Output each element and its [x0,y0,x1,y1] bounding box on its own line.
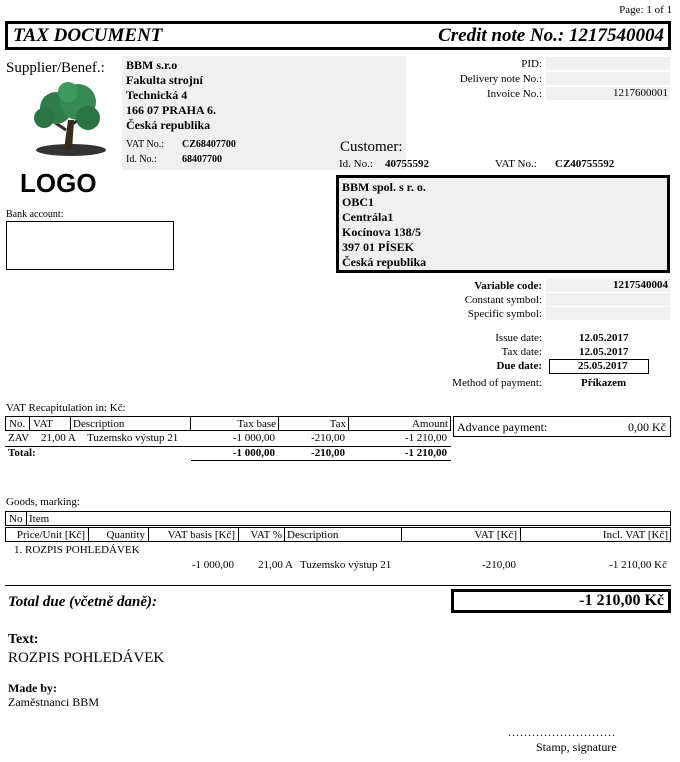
goods-col-basis: VAT basis [Kč] [167,529,235,541]
goods-line-incl: -1 210,00 Kč [609,559,667,571]
delivery-note-label: Delivery note No.: [459,73,542,85]
goods-col-desc: Description [287,529,339,541]
goods-header-2 [5,527,671,542]
vat-recap-header [5,416,451,431]
goods-col-vatp: VAT % [250,529,282,541]
total-due-label: Total due (včetně daně): [8,594,157,610]
tax-date-label: Tax date: [501,346,542,358]
bank-account-label: Bank account: [6,209,64,220]
goods-line-desc: Tuzemsko výstup 21 [300,559,392,571]
vat-recap-row-desc: Tuzemsko výstup 21 [87,432,179,444]
supplier-address-2: Technická 4 [126,88,188,102]
goods-line-basis: -1 000,00 [191,559,234,571]
supplier-label: Supplier/Benef.: [6,60,105,76]
goods-line-vatp: 21,00 A [258,559,293,571]
goods-col-no: No [9,513,23,525]
goods-col-incl: Incl. VAT [Kč] [602,529,668,541]
vat-recap-col-no: No. [9,418,26,430]
due-date-label: Due date: [496,360,542,372]
vat-recap-title: VAT Recapitulation in: Kč: [6,402,126,414]
customer-address-5: 397 01 PÍSEK [342,240,415,254]
supplier-address-3: 166 07 PRAHA 6. [126,103,216,117]
specific-symbol-value [546,307,670,320]
vat-recap-total-base: -1 000,00 [232,447,275,459]
vat-recap-col-base: Tax base [237,418,276,430]
customer-address-3: Centrála1 [342,210,394,224]
vat-recap-col-desc: Description [73,418,125,430]
vat-recap-col-amount: Amount [411,418,448,430]
tree-logo-icon [16,80,116,170]
goods-line [5,559,671,573]
signature-dots: ........................... [508,725,616,739]
vat-recap-col-tax: Tax [329,418,346,430]
supplier-name: BBM s.r.o [126,58,178,72]
delivery-note-value [546,72,670,85]
invoice-no-label: Invoice No.: [487,88,542,100]
supplier-id-label: Id. No.: [126,154,157,165]
made-by-label: Made by: [8,681,57,695]
goods-col-item: Item [29,513,50,525]
supplier-vat: CZ68407700 [182,139,236,150]
customer-id-label: Id. No.: [339,158,373,170]
customer-address-4: Kocínova 138/5 [342,225,422,239]
vat-recap-col-vat: VAT [33,418,53,430]
variable-code-value: 1217540004 [546,279,670,292]
goods-line-vat: -210,00 [482,559,516,571]
signature-label: Stamp, signature [536,740,617,754]
vat-recap-row-vat: 21,00 A [41,432,76,444]
pid-value [546,57,670,70]
issue-date-label: Issue date: [495,332,542,344]
issue-date-value: 12.05.2017 [579,332,629,344]
goods-col-qty: Quantity [106,529,145,541]
vat-recap-row-no: ZAV [8,432,30,444]
logo-text: LOGO [20,168,97,198]
customer-address-box [336,175,670,273]
goods-header-1 [5,511,671,526]
customer-vat-label: VAT No.: [495,158,537,170]
vat-recap-row [5,432,451,446]
specific-symbol-label: Specific symbol: [467,308,542,320]
tax-date-value: 12.05.2017 [579,346,629,358]
customer-vat: CZ40755592 [555,158,615,170]
customer-address-1: BBM spol. s r. o. [342,180,426,194]
payment-method-label: Method of payment: [452,377,542,389]
document-header [5,21,671,50]
customer-id: 40755592 [385,158,429,170]
invoice-no-value: 1217600001 [546,87,670,100]
advance-payment-value: 0,00 Kč [628,420,666,434]
total-due-value: -1 210,00 Kč [451,589,671,613]
goods-col-price: Price/Unit [Kč] [16,529,85,541]
vat-recap-row-base: -1 000,00 [232,432,275,444]
customer-address-6: Česká republika [342,255,427,269]
goods-title: Goods, marking: [6,496,80,508]
goods-col-vat: VAT [Kč] [474,529,517,541]
supplier-vat-label: VAT No.: [126,139,164,150]
customer-address-2: OBC1 [342,195,375,209]
due-date-value: 25.05.2017 [549,359,649,374]
page-number: Page: 1 of 1 [619,4,672,16]
variable-code-label: Variable code: [474,280,542,292]
vat-recap-total-amount: -1 210,00 [404,447,447,459]
supplier-address-4: Česká republika [126,118,211,132]
logo [16,80,116,198]
vat-recap-row-amount: -1 210,00 [404,432,447,444]
advance-payment-label: Advance payment: [457,420,548,434]
vat-recap-total [5,447,451,461]
bank-account-box [6,221,174,270]
constant-symbol-value [546,293,670,306]
supplier-id: 68407700 [182,154,222,165]
constant-symbol-label: Constant symbol: [464,294,542,306]
document-type: TAX DOCUMENT [13,25,163,46]
goods-item-title: 1. ROZPIS POHLEDÁVEK [14,544,140,556]
text-label: Text: [8,632,39,647]
customer-label: Customer: [340,139,403,155]
payment-method-value: Příkazem [581,377,627,389]
text-value: ROZPIS POHLEDÁVEK [8,650,165,666]
vat-recap-total-tax: -210,00 [311,447,345,459]
supplier-address-1: Fakulta strojní [126,73,203,87]
document-title: Credit note No.: 1217540004 [438,25,664,46]
advance-payment-box [453,416,671,437]
pid-label: PID: [521,58,542,70]
made-by-value: Zaměstnanci BBM [8,695,99,709]
vat-recap-total-label: Total: [8,447,36,459]
vat-recap-row-tax: -210,00 [311,432,345,444]
